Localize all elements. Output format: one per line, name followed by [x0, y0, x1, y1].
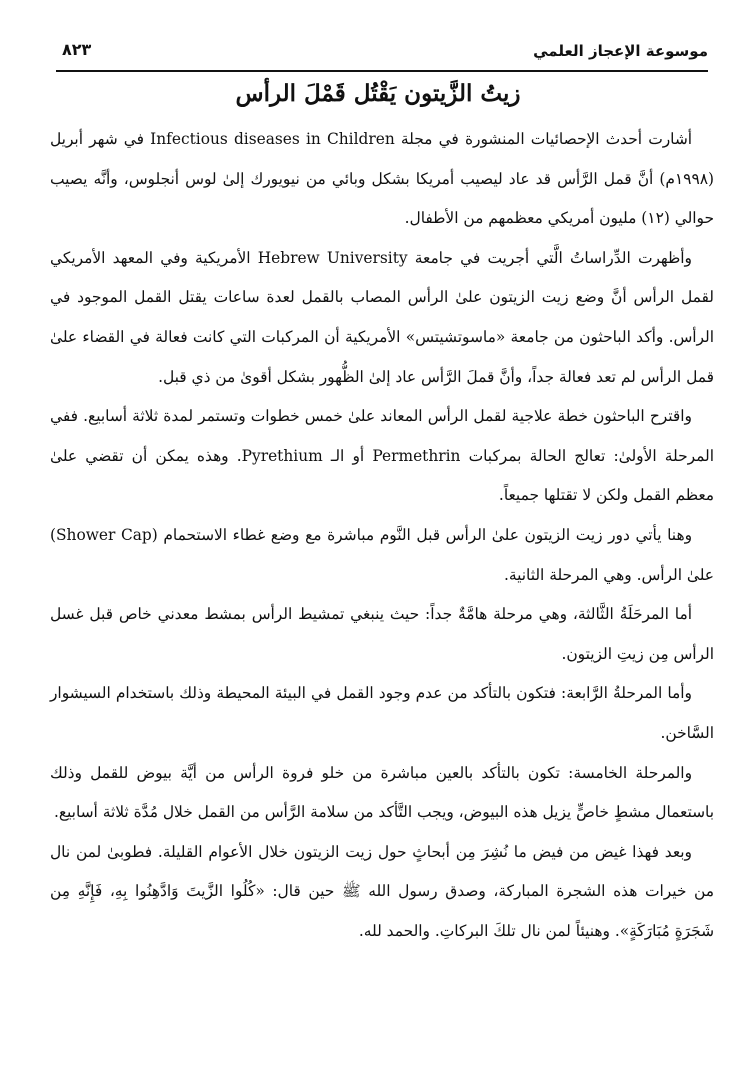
article-body	[50, 120, 714, 951]
paragraph-text: علىٰ الرأس. وهي المرحلة الثانية.	[503, 565, 714, 584]
paragraph-text: وبعد فهذا غيض من فيض ما نُشِرَ مِن أبحاثٍ حول زيت الزيتون خلال الأعوام القليلة. فطوبىٰ لمن نال من خيرات هذه الشجرة المباركة، وصدق رسول الله ﷺ حين قال: «كُلُوا الزَّيتَ وَادَّهِنُوا بِهِ، فَإِنَّهِ مِن شَجَرَةٍ مُبَارَكَةٍ». وهنيئاً لمن نال تلكَ البركاتِ. والحمد لله.	[50, 842, 714, 940]
paragraph-3	[50, 397, 714, 516]
paragraph-8	[50, 833, 714, 952]
paragraph-text: أشارت أحدث الإحصائيات المنشورة في مجلة	[394, 130, 692, 148]
paragraph-text: في شهر أبريل (١٩٩٨م) أنَّ قمل الرَّأس قد عاد ليصيب أمريكا بشكل وبائي من نيويورك إلىٰ لوس أنجلوس، وأنَّه يصيب حوالي (١٢) مليون أمريكي معظمهم من الأطفال.	[50, 130, 714, 228]
paragraph-1	[50, 120, 714, 239]
paragraph-2	[50, 239, 714, 397]
paragraph-7	[50, 754, 714, 833]
paragraph-4	[50, 516, 714, 595]
paragraph-text: . وهذه يمكن أن تقضي علىٰ معظم القمل ولكن لا تقتلها جميعاً.	[50, 446, 714, 505]
paragraph-text: وهنا يأتي دور زيت الزيتون علىٰ الرأس قبل النَّوم مباشرة مع وضع غطاء الاستحمام	[157, 525, 692, 544]
english-term: (Shower Cap)	[50, 525, 158, 544]
page-header	[56, 36, 708, 72]
paragraph-text: واقترح الباحثون خطة علاجية لقمل الرأس المعاند علىٰ خمس خطوات وتستمر لمدة ثلاثة أسابيع. ففي المرحلة الأولىٰ: تعالج الحالة بمركبات	[50, 407, 714, 465]
paragraph-text: وأظهرت الدِّراساتُ الَّتي أجريت في جامعة	[407, 248, 692, 267]
page-number: ٨٢٣	[62, 40, 92, 59]
paragraph-text: أو الـ	[322, 446, 373, 465]
paragraph-text: والمرحلة الخامسة: تكون بالتأكد بالعين مباشرة من خلو فروة الرأس من أيَّة بيوض للقمل وذلك باستعمال مشطٍ خاصٍّ يزيل هذه البيوض، ويجب التَّأكد من سلامة الرَّأس من القمل خلال مُدَّة ثلاثة أسابيع.	[50, 763, 714, 822]
paragraph-5	[50, 595, 714, 674]
paragraph-6	[50, 674, 714, 753]
compound-name: Permethrin	[372, 446, 461, 465]
article-title: زيتُ الزَّيتون يَقْتُل قَمْلَ الرأس	[235, 80, 521, 107]
paragraph-text: أما المرحَلَةُ الثَّالثة، وهي مرحلة هامَّةٌ جداً: حيث ينبغي تمشيط الرأس بمشط معدني خاص قبل غسل الرأس مِن زيتِ الزيتون.	[50, 605, 714, 663]
paragraph-text: الأمريكية وفي المعهد الأمريكي لقمل الرأس أنَّ وضع زيت الزيتون علىٰ الرأس المصاب بالقمل لعدة ساعات يقتل القمل الموجود في الرأس. وأكد الباحثون من جامعة «ماسوتشيتس» الأمريكية أن المركبات التي كانت فعالة في القضاء علىٰ قمل الرأس لم تعد فعالة جداً، وأنَّ قملَ الرَّأس عاد إلىٰ الظُّهور بشكل أقوىٰ من ذي قبل.	[50, 248, 714, 386]
paragraph-text: وأما المرحلةُ الرَّابعة: فتكون بالتأكد من عدم وجود القمل في البيئة المحيطة وذلك باستخدام السيشوار السَّاخن.	[50, 684, 714, 742]
running-title: موسوعة الإعجاز العلمي	[533, 42, 708, 60]
compound-name: Pyrethium	[241, 446, 323, 465]
journal-name: Infectious diseases in Children	[150, 130, 395, 148]
university-name: Hebrew University	[257, 248, 408, 267]
